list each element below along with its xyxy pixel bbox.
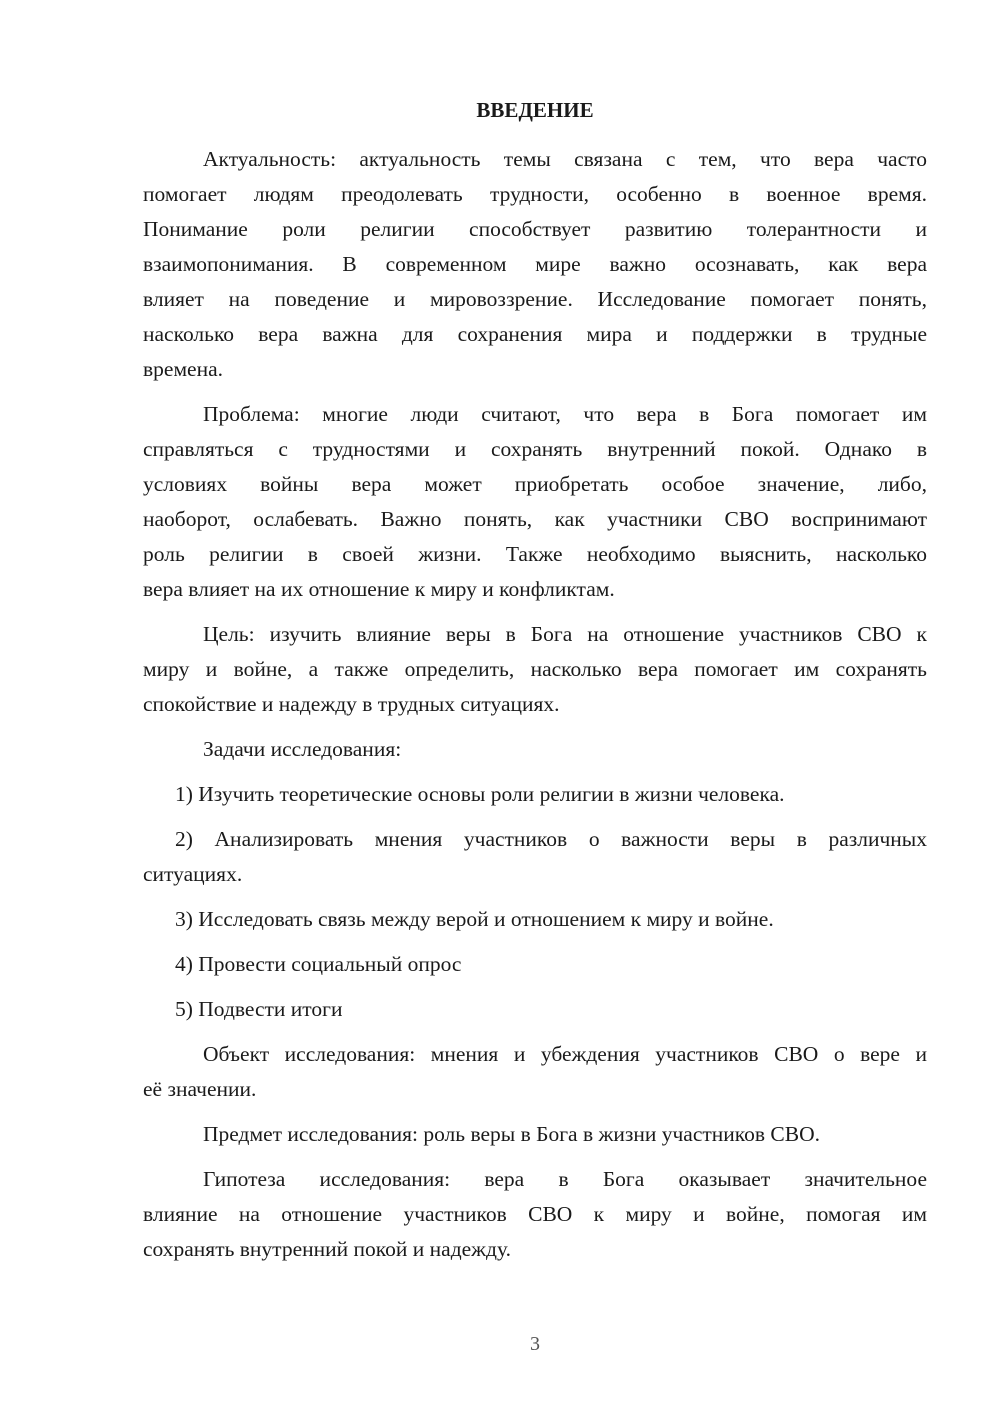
text-line: ситуациях. (143, 862, 243, 886)
text-line: 4) Провести социальный опрос (175, 952, 462, 976)
text-line: влияние на отношение участников СВО к миру и войне, помогая им (143, 1202, 927, 1226)
document-body (143, 142, 927, 1277)
text-line: сохранять внутренний покой и надежду. (143, 1237, 511, 1261)
text-line: миру и войне, а также определить, насколько вера помогает им сохранять (143, 657, 927, 681)
text-line: роль религии в своей жизни. Также необходимо выяснить, насколько (143, 542, 927, 566)
paragraph (143, 732, 927, 767)
text-line: Предмет исследования: роль веры в Бога в жизни участников СВО. (203, 1122, 820, 1146)
text-line: Гипотеза исследования: вера в Бога оказывает значительное (203, 1167, 927, 1191)
paragraph (143, 617, 927, 722)
text-line: спокойствие и надежду в трудных ситуациях. (143, 692, 560, 716)
page-number: 3 (530, 1333, 540, 1355)
text-line: справляться с трудностями и сохранять внутренний покой. Однако в (143, 437, 927, 461)
text-line: вера влияет на их отношение к миру и конфликтам. (143, 577, 615, 601)
list-item (143, 947, 927, 982)
text-line: Актуальность: актуальность темы связана с тем, что вера часто (203, 147, 927, 171)
text-line: Проблема: многие люди считают, что вера в Бога помогает им (203, 402, 927, 426)
text-line: 3) Исследовать связь между верой и отношением к миру и войне. (175, 907, 774, 931)
paragraph (143, 1037, 927, 1107)
text-line: Понимание роли религии способствует развитию толерантности и (143, 217, 927, 241)
list-item (143, 777, 927, 812)
paragraph (143, 1162, 927, 1267)
list-item (143, 992, 927, 1027)
text-line: 1) Изучить теоретические основы роли религии в жизни человека. (175, 782, 785, 806)
text-line: Объект исследования: мнения и убеждения участников СВО о вере и (203, 1042, 927, 1066)
text-line: Цель: изучить влияние веры в Бога на отношение участников СВО к (203, 622, 927, 646)
paragraph (143, 142, 927, 387)
text-line: насколько вера важна для сохранения мира и поддержки в трудные (143, 322, 927, 346)
text-line: условиях войны вера может приобретать особое значение, либо, (143, 472, 927, 496)
list-item (143, 822, 927, 892)
text-line: помогает людям преодолевать трудности, особенно в военное время. (143, 182, 927, 206)
text-line: времена. (143, 357, 224, 381)
text-line: 5) Подвести итоги (175, 997, 343, 1021)
paragraph (143, 1117, 927, 1152)
paragraph (143, 397, 927, 607)
text-line: влияет на поведение и мировоззрение. Исследование помогает понять, (143, 287, 927, 311)
text-line: её значении. (143, 1077, 257, 1101)
text-line: 2) Анализировать мнения участников о важности веры в различных (175, 827, 927, 851)
list-item (143, 902, 927, 937)
text-line: взаимопонимания. В современном мире важно осознавать, как вера (143, 252, 927, 276)
section-heading: ВВЕДЕНИЕ (476, 98, 594, 122)
text-line: наоборот, ослабевать. Важно понять, как участники СВО воспринимают (143, 507, 927, 531)
text-line: Задачи исследования: (203, 737, 402, 761)
